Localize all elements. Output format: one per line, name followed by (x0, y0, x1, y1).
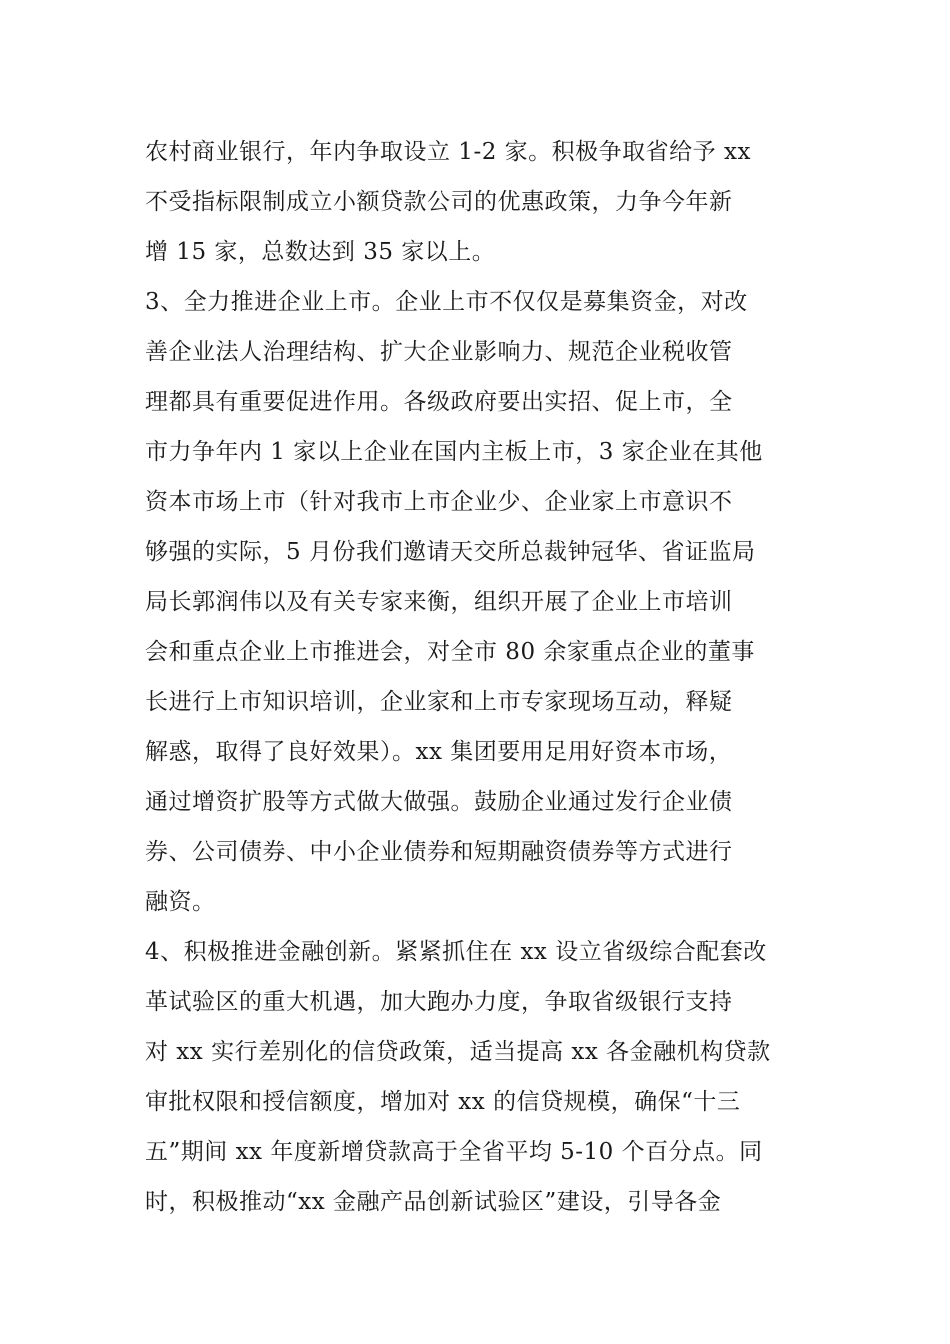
text-line: 3、全力推进企业上市。企业上市不仅仅是募集资金，对改 (145, 289, 748, 315)
text-line: 善企业法人治理结构、扩大企业影响力、规范企业税收管 (145, 339, 733, 365)
text-line: 资本市场上市（针对我市上市企业少、企业家上市意识不 (145, 489, 733, 515)
text-line: 对 xx 实行差别化的信贷政策，适当提高 xx 各金融机构贷款 (145, 1039, 771, 1065)
text-line: 局长郭润伟以及有关专家来衡，组织开展了企业上市培训 (145, 589, 733, 615)
text-line: 增 15 家，总数达到 35 家以上。 (145, 239, 496, 265)
text-line: 够强的实际，5 月份我们邀请天交所总裁钟冠华、省证监局 (145, 539, 756, 565)
text-line: 通过增资扩股等方式做大做强。鼓励企业通过发行企业债 (145, 789, 733, 815)
body-text (145, 127, 810, 1227)
text-line: 不受指标限制成立小额贷款公司的优惠政策，力争今年新 (145, 189, 733, 215)
text-line: 长进行上市知识培训，企业家和上市专家现场互动，释疑 (145, 689, 733, 715)
text-line: 会和重点企业上市推进会，对全市 80 余家重点企业的董事 (145, 639, 755, 665)
text-line: 4、积极推进金融创新。紧紧抓住在 xx 设立省级综合配套改 (145, 939, 767, 965)
text-line: 解惑，取得了良好效果）。xx 集团要用足用好资本市场， (145, 739, 733, 765)
text-line: 理都具有重要促进作用。各级政府要出实招、促上市，全 (145, 389, 733, 415)
text-line: 革试验区的重大机遇，加大跑办力度，争取省级银行支持 (145, 989, 733, 1015)
text-line: 五”期间 xx 年度新增贷款高于全省平均 5-10 个百分点。同 (145, 1139, 763, 1165)
text-line: 融资。 (145, 889, 216, 915)
text-line: 农村商业银行，年内争取设立 1-2 家。积极争取省给予 xx (145, 139, 751, 165)
text-line: 审批权限和授信额度，增加对 xx 的信贷规模，确保“十三 (145, 1089, 741, 1115)
text-line: 市力争年内 1 家以上企业在国内主板上市，3 家企业在其他 (145, 439, 763, 465)
text-line: 时，积极推动“xx 金融产品创新试验区”建设，引导各金 (145, 1189, 722, 1215)
text-line: 券、公司债券、中小企业债券和短期融资债券等方式进行 (145, 839, 733, 865)
